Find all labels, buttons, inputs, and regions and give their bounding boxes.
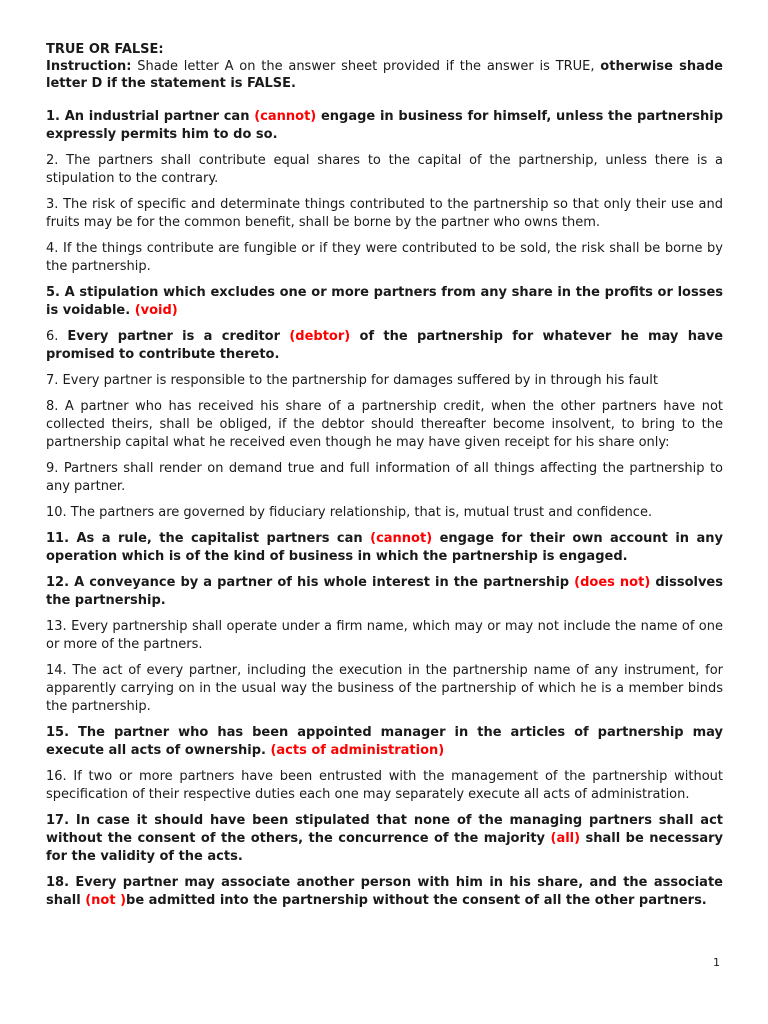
answer-correction: (debtor)	[289, 329, 351, 344]
question-item	[46, 372, 723, 390]
question-text: 9. Partners shall render on demand true and full information of all things affecting the partnership to any partner.	[46, 461, 723, 494]
question-item	[46, 398, 723, 452]
question-item	[46, 284, 723, 320]
question-text: engage in business for himself, unless the partnership expressly permits him to do so.	[46, 109, 723, 142]
question-item	[46, 812, 723, 866]
page-title: TRUE OR FALSE:	[46, 42, 164, 57]
answer-correction: (not )	[85, 893, 127, 908]
question-item	[46, 768, 723, 804]
question-list	[46, 108, 723, 910]
answer-correction: (cannot)	[254, 109, 317, 124]
question-text: 16. If two or more partners have been entrusted with the management of the partnership without specification of their respective duties each one may separately execute all acts of administration.	[46, 769, 723, 802]
question-text: 4. If the things contribute are fungible or if they were contributed to be sold, the risk shall be borne by the partnership.	[46, 241, 723, 274]
question-text: 18. Every partner may associate another person with him in his share, and the associate shall	[46, 875, 723, 908]
answer-correction: (acts of administration)	[270, 743, 445, 758]
question-item	[46, 196, 723, 232]
answer-correction: (void)	[134, 303, 178, 318]
question-text: 17. In case it should have been stipulated that none of the managing partners shall act without the consent of the others, the concurrence of the majority	[46, 813, 723, 846]
question-item	[46, 504, 723, 522]
question-text: 2. The partners shall contribute equal shares to the capital of the partnership, unless there is a stipulation to the contrary.	[46, 153, 723, 186]
question-text: be admitted into the partnership without the consent of all the other partners.	[126, 893, 707, 908]
question-item	[46, 152, 723, 188]
question-text: 10. The partners are governed by fiduciary relationship, that is, mutual trust and confidence.	[46, 505, 653, 520]
question-item	[46, 108, 723, 144]
question-text: 6.	[46, 329, 68, 344]
question-text: Every partner is a creditor	[67, 329, 290, 344]
instruction	[46, 58, 723, 92]
question-text: 1. An industrial partner can	[46, 109, 255, 124]
question-text: of the partnership for whatever he may have promised to contribute thereto.	[46, 329, 724, 362]
question-item	[46, 618, 723, 654]
question-item	[46, 724, 723, 760]
instruction-text: Shade letter A on the answer sheet provided if the answer is TRUE,	[131, 59, 601, 74]
question-text: 8. A partner who has received his share of a partnership credit, when the other partners have not collected theirs, shall be obliged, if the debtor should thereafter become insolvent, to bring to the partnership capital what he received even though he may have given receipt for his share only:	[46, 399, 723, 450]
document-page	[46, 41, 723, 918]
answer-correction: (does not)	[574, 575, 651, 590]
question-text: 5. A stipulation which excludes one or more partners from any share in the profits or losses is voidable.	[46, 285, 723, 318]
instruction-bold-text: otherwise shade letter D if the statement is FALSE.	[46, 59, 723, 91]
question-item	[46, 874, 723, 910]
instruction-label: Instruction:	[46, 59, 132, 74]
question-text: dissolves the partnership.	[46, 575, 723, 608]
question-text: 12. A conveyance by a partner of his whole interest in the partnership	[46, 575, 575, 590]
question-item	[46, 460, 723, 496]
question-text: 3. The risk of specific and determinate things contributed to the partnership so that only their use and fruits may be for the common benefit, shall be borne by the partner who owns them.	[46, 197, 723, 230]
question-item	[46, 328, 723, 364]
question-text: 15. The partner who has been appointed manager in the articles of partnership may execute all acts of ownership.	[46, 725, 723, 758]
question-item	[46, 662, 723, 716]
page-number: 1	[713, 956, 720, 969]
question-text: shall be necessary for the validity of the acts.	[46, 831, 723, 864]
answer-correction: (cannot)	[370, 531, 433, 546]
answer-correction: (all)	[550, 831, 581, 846]
question-item	[46, 240, 723, 276]
question-text: 13. Every partnership shall operate under a firm name, which may or may not include the name of one or more of the partners.	[46, 619, 723, 652]
question-text: 11. As a rule, the capitalist partners can	[46, 531, 371, 546]
question-item	[46, 574, 723, 610]
question-text: 14. The act of every partner, including the execution in the partnership name of any instrument, for apparently carrying on in the usual way the business of the partnership of which he is a member binds the partnership.	[46, 663, 723, 714]
question-item	[46, 530, 723, 566]
question-text: 7. Every partner is responsible to the partnership for damages suffered by in through his fault	[46, 373, 658, 388]
question-text: engage for their own account in any operation which is of the kind of business in which the partnership is engaged.	[46, 531, 723, 564]
